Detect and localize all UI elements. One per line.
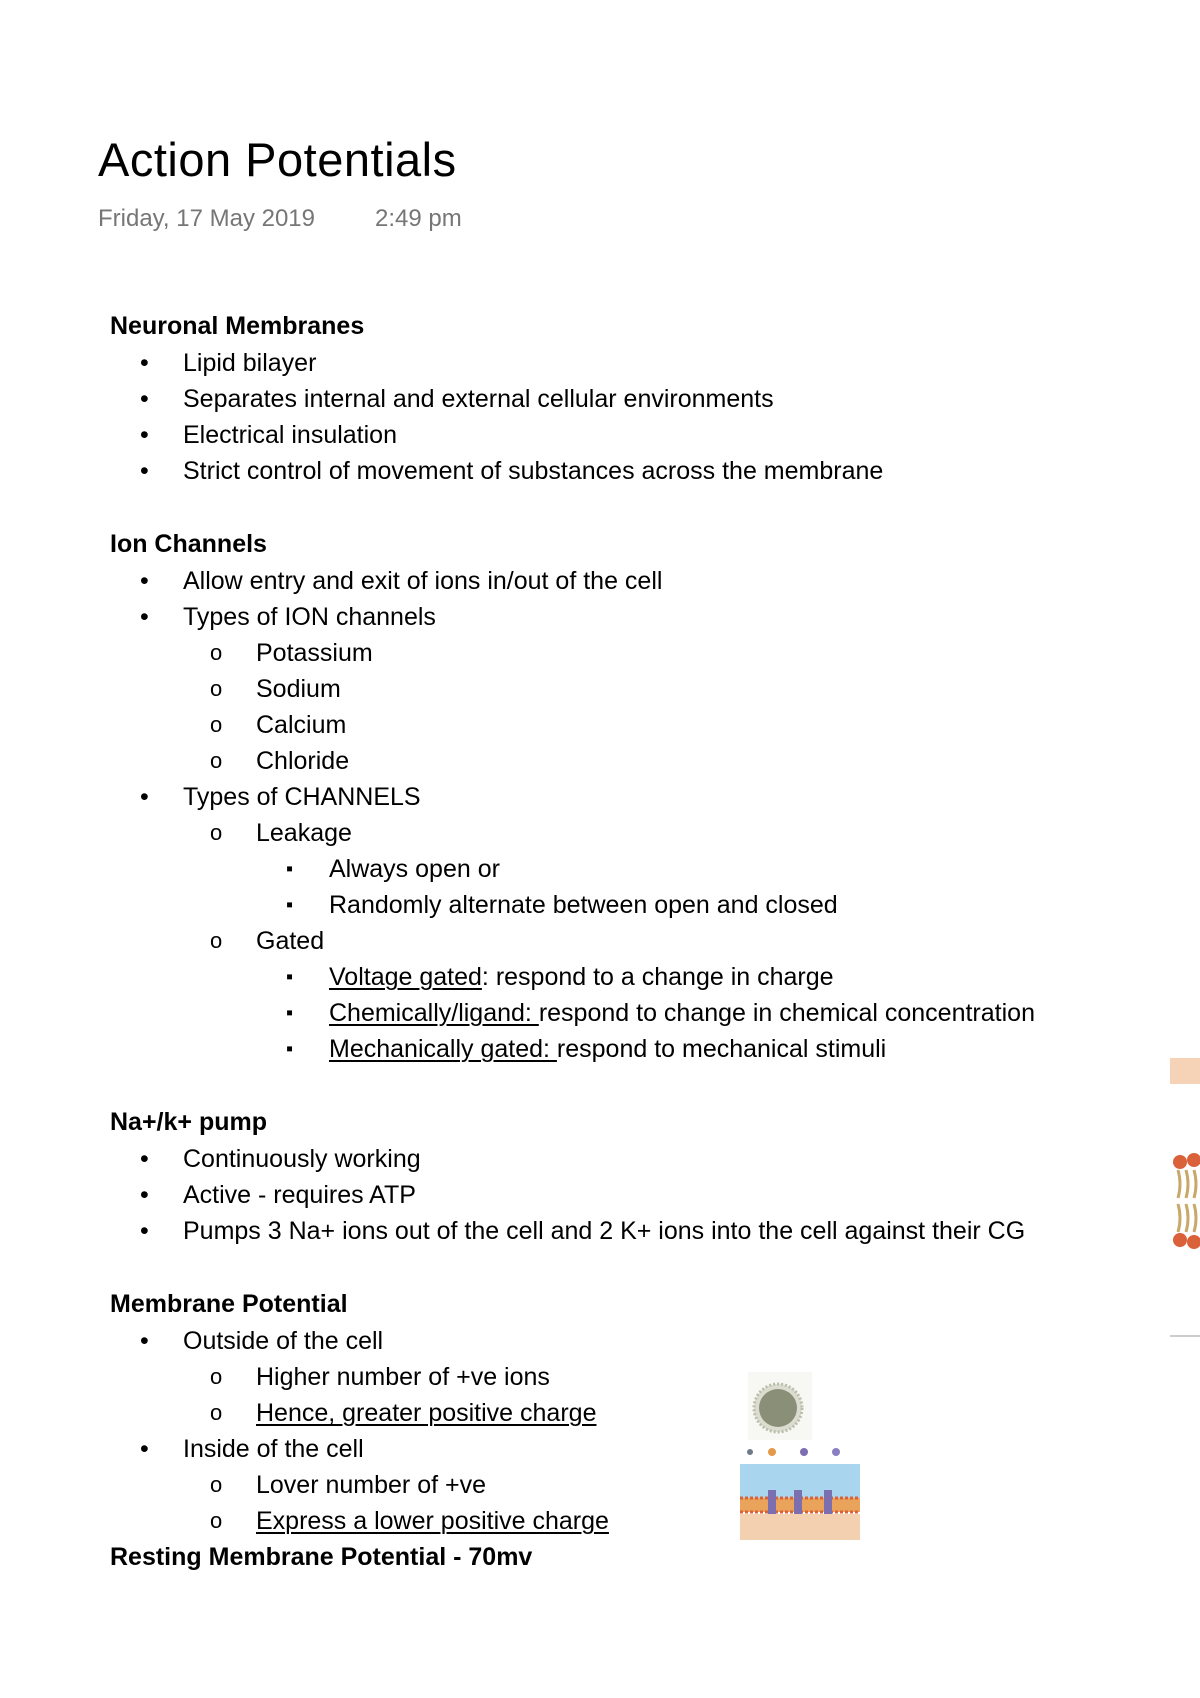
list-item [110,779,1160,815]
list-item [110,1177,1160,1213]
list-item-text: Leakage [256,819,352,847]
list-item-text: Always open or [329,855,500,883]
list-item-text: Hence, greater positive charge [256,1399,597,1427]
ion-icon [832,1448,840,1456]
list-item-text: Gated [256,927,325,955]
lipid-tails [1178,1170,1196,1198]
edge-figure-image [1170,1058,1200,1338]
list-item-text: Pumps 3 Na+ ions out of the cell and 2 K+ ions into the cell against their CG [183,1217,1026,1245]
list-item [110,1503,1160,1539]
bullet-dot: • [140,421,149,449]
list-item [110,599,1160,635]
channel-protein [768,1490,776,1518]
list-item [110,1141,1160,1177]
list-item-text: respond to mechanical stimuli [556,1035,887,1063]
bullet-circle: o [210,1364,223,1389]
list-item-text: : respond to a change in charge [481,963,834,991]
list-item-text: Express a lower positive charge [256,1507,609,1535]
list-item [110,381,1160,417]
list-item [110,1359,1160,1395]
bullet-square: ▪ [286,1002,294,1024]
spacer [110,1067,1160,1104]
bullet-square: ▪ [286,1038,294,1060]
bullet-circle: o [210,928,223,953]
bullet-dot: • [140,1181,149,1209]
list-item [110,743,1160,779]
page-meta [98,205,462,233]
list-item-text: Active - requires ATP [183,1181,416,1209]
edge-figure-header [1170,1058,1200,1084]
list-item-text: Allow entry and exit of ions in/out of the cell [183,567,663,595]
bullet-square: ▪ [286,894,294,916]
bullet-dot: • [140,567,149,595]
bullet-dot: • [140,603,149,631]
section-heading-pump: Na+/k+ pump [110,1108,267,1136]
bullet-dot: • [140,349,149,377]
list-item [110,1031,1160,1067]
list-item [110,887,1160,923]
list-item-text: Outside of the cell [183,1327,384,1355]
bullet-circle: o [210,748,223,773]
bullet-dot: • [140,457,149,485]
list-item [110,923,1160,959]
list-item-text: Calcium [256,711,347,739]
membrane-diagram-image [740,1372,860,1540]
list-item [110,995,1160,1031]
list-item [110,851,1160,887]
bullet-circle: o [210,676,223,701]
list-item [110,671,1160,707]
term-mechanically-gated: Mechanically gated: [329,1035,557,1063]
membrane-head-icon [1173,1155,1187,1169]
page-time: 2:49 pm [375,205,462,232]
list-item [110,563,1160,599]
membrane-head-icon [1187,1235,1200,1249]
list-item [110,345,1160,381]
bullet-circle: o [210,1400,223,1425]
bullet-dot: • [140,1217,149,1245]
term-chemically-ligand: Chemically/ligand: [329,999,539,1027]
list-item-text: Continuously working [183,1145,421,1173]
bullet-circle: o [210,712,223,737]
list-item-text: Potassium [256,639,373,667]
section-heading-membranes: Neuronal Membranes [110,312,365,340]
spacer [110,1249,1160,1286]
list-item-text: Strict control of movement of substances across the membrane [183,457,884,485]
ion-icon [747,1449,753,1455]
bullet-dot: • [140,783,149,811]
channel-protein [794,1490,802,1518]
list-item-text: Separates internal and external cellular environments [183,385,774,413]
bullet-square: ▪ [286,858,294,880]
list-item-text: Types of ION channels [183,603,436,631]
list-item-text: Lipid bilayer [183,349,317,377]
list-item-text: Inside of the cell [183,1435,364,1463]
bullet-dot: • [140,385,149,413]
bullet-dot: • [140,1145,149,1173]
list-item-text: Types of CHANNELS [183,783,421,811]
list-item-text: Sodium [256,675,341,703]
list-item-text: Higher number of +ve ions [256,1363,550,1391]
list-item [110,1323,1160,1359]
bullet-circle: o [210,1472,223,1497]
membrane-head-icon [1187,1153,1200,1167]
channel-protein [824,1490,832,1518]
list-item [110,959,1160,995]
bullet-circle: o [210,640,223,665]
ion-icon [768,1448,776,1456]
list-item-text: Chloride [256,747,350,775]
list-item-text: Randomly alternate between open and closed [329,891,838,919]
bullet-circle: o [210,820,223,845]
spacer [110,489,1160,526]
bullet-dot: • [140,1435,149,1463]
page-date: Friday, 17 May 2019 [98,205,315,232]
cytoplasm [740,1514,860,1540]
list-item [110,1467,1160,1503]
membrane-head-icon [1173,1233,1187,1247]
lipid-tails [1178,1204,1196,1232]
list-item-text: Electrical insulation [183,421,397,449]
note-body [110,308,1160,1576]
list-item [110,1395,1160,1431]
list-item [110,453,1160,489]
list-item-text: respond to change in chemical concentration [538,999,1035,1027]
page-title: Action Potentials [98,133,457,186]
bullet-square: ▪ [286,966,294,988]
list-item [110,815,1160,851]
bullet-dot: • [140,1327,149,1355]
section-heading-membrane-potential: Membrane Potential [110,1290,348,1318]
list-item [110,1431,1160,1467]
list-item-text: Lover number of +ve [256,1471,486,1499]
term-voltage-gated: Voltage gated [329,963,482,991]
list-item [110,417,1160,453]
section-heading-ion-channels: Ion Channels [110,530,267,558]
ion-icon [800,1448,808,1456]
list-item [110,635,1160,671]
list-item [110,1213,1160,1249]
cell-body [759,1389,797,1427]
bullet-circle: o [210,1508,223,1533]
resting-potential-heading: Resting Membrane Potential - 70mv [110,1543,533,1571]
diagram-header [740,1444,860,1462]
list-item [110,707,1160,743]
